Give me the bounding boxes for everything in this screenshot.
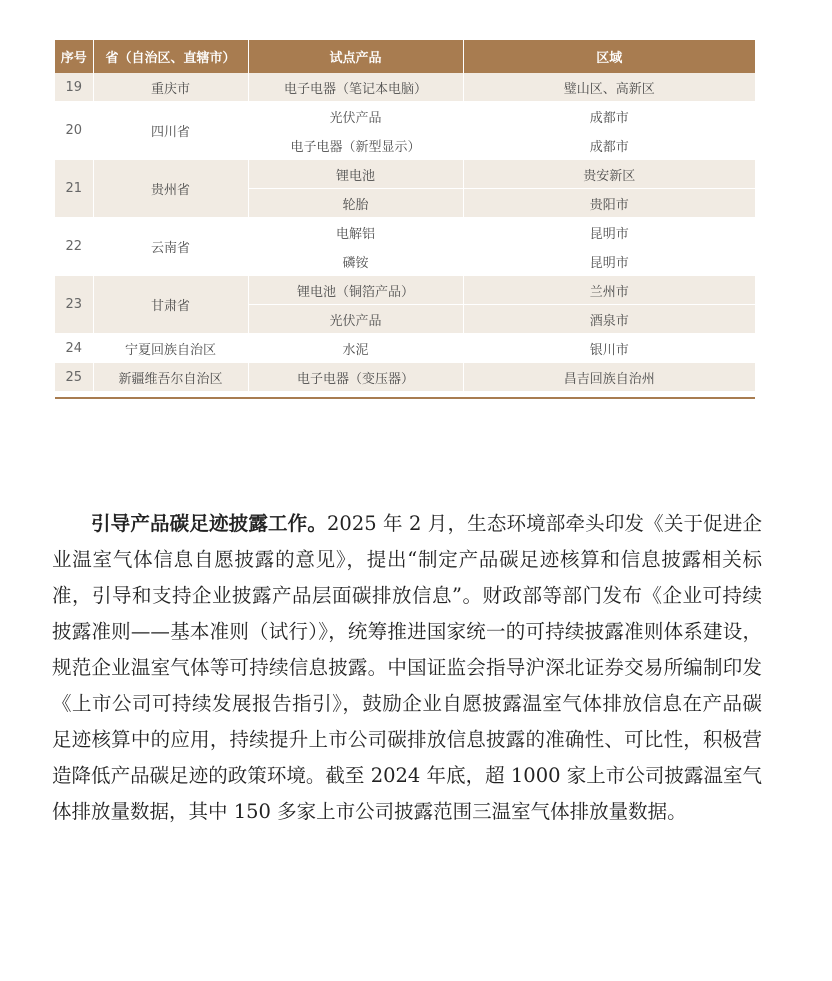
province-cell: 宁夏回族自治区	[93, 334, 248, 363]
province-cell: 四川省	[93, 102, 248, 160]
table-row	[55, 73, 755, 102]
product-cell: 轮胎	[248, 189, 463, 218]
table-row	[55, 102, 755, 131]
area-cell: 兰州市	[463, 276, 755, 305]
body-paragraph	[52, 506, 762, 830]
pilot-table	[55, 40, 755, 392]
product-cell: 光伏产品	[248, 102, 463, 131]
table-row	[55, 334, 755, 363]
header-province: 省（自治区、直辖市）	[93, 40, 248, 73]
area-cell: 昆明市	[463, 218, 755, 247]
row-number: 19	[55, 73, 93, 102]
product-cell: 光伏产品	[248, 305, 463, 334]
area-cell: 昆明市	[463, 247, 755, 276]
province-cell: 新疆维吾尔自治区	[93, 363, 248, 392]
area-cell: 贵安新区	[463, 160, 755, 189]
row-number: 21	[55, 160, 93, 218]
area-cell: 璧山区、高新区	[463, 73, 755, 102]
province-cell: 云南省	[93, 218, 248, 276]
product-cell: 锂电池（铜箔产品）	[248, 276, 463, 305]
province-cell: 重庆市	[93, 73, 248, 102]
province-cell: 甘肃省	[93, 276, 248, 334]
table-row	[55, 160, 755, 189]
row-number: 22	[55, 218, 93, 276]
product-cell: 电子电器（新型显示）	[248, 131, 463, 160]
header-product: 试点产品	[248, 40, 463, 73]
table-row	[55, 276, 755, 305]
table-row	[55, 363, 755, 392]
table-bottom-rule	[55, 397, 755, 399]
product-cell: 水泥	[248, 334, 463, 363]
paragraph-lead: 引导产品碳足迹披露工作。	[91, 512, 328, 535]
row-number: 25	[55, 363, 93, 392]
table-header-row	[55, 40, 755, 73]
province-cell: 贵州省	[93, 160, 248, 218]
product-cell: 电解铝	[248, 218, 463, 247]
product-cell: 磷铵	[248, 247, 463, 276]
area-cell: 成都市	[463, 131, 755, 160]
row-number: 23	[55, 276, 93, 334]
product-cell: 电子电器（变压器）	[248, 363, 463, 392]
paragraph-text: 2025 年 2 月，生态环境部牵头印发《关于促进企业温室气体信息自愿披露的意见》，提出“制定产品碳足迹核算和信息披露相关标准，引导和支持企业披露产品层面碳排放信息”。财政部等部门发布《企业可持续披露准则——基本准则（试行）》，统筹推进国家统一的可持续披露准则体系建设，规范企业温室气体等可持续信息披露。中国证监会指导沪深北证券交易所编制印发《上市公司可持续发展报告指引》，鼓励企业自愿披露温室气体排放信息在产品碳足迹核算中的应用，持续提升上市公司碳排放信息披露的准确性、可比性，积极营造降低产品碳足迹的政策环境。截至 2024 年底，超 1000 家上市公司披露温室气体排放量数据，其中 150 多家上市公司披露范围三温室气体排放量数据。	[52, 512, 762, 823]
header-area: 区域	[463, 40, 755, 73]
row-number: 20	[55, 102, 93, 160]
area-cell: 酒泉市	[463, 305, 755, 334]
product-cell: 电子电器（笔记本电脑）	[248, 73, 463, 102]
area-cell: 银川市	[463, 334, 755, 363]
area-cell: 贵阳市	[463, 189, 755, 218]
product-cell: 锂电池	[248, 160, 463, 189]
area-cell: 昌吉回族自治州	[463, 363, 755, 392]
row-number: 24	[55, 334, 93, 363]
header-no: 序号	[55, 40, 93, 73]
table-row	[55, 218, 755, 247]
area-cell: 成都市	[463, 102, 755, 131]
